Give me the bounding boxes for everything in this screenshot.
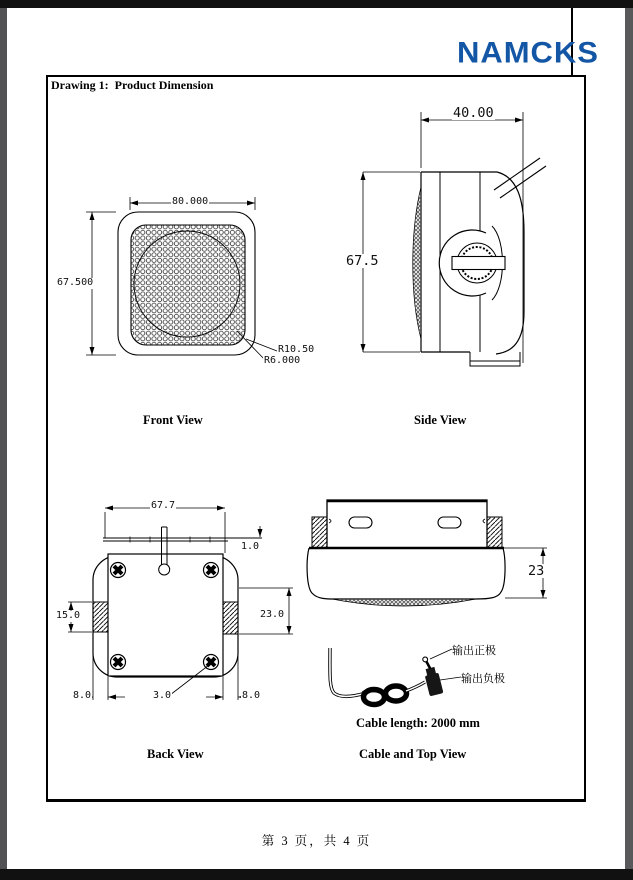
dim-front-inner-radius: R6.000 bbox=[264, 355, 301, 366]
grille-edge-mesh bbox=[413, 187, 421, 339]
side-view-drawing bbox=[363, 112, 546, 366]
dim-back-right-slot: 23.0 bbox=[260, 609, 285, 620]
dim-back-bottom-left: 8.0 bbox=[73, 690, 92, 701]
dim-back-width: 67.7 bbox=[151, 500, 176, 511]
right-mount-tab bbox=[487, 517, 502, 548]
cable-knot bbox=[386, 686, 407, 701]
cable-illustration bbox=[330, 648, 461, 705]
top-view-drawing bbox=[307, 500, 547, 606]
dim-side-height: 67.5 bbox=[346, 253, 379, 269]
keyhole-hole bbox=[159, 564, 170, 575]
plug-negative-label: 输出负极 bbox=[461, 670, 505, 686]
right-mount-tab bbox=[223, 602, 238, 634]
dim-back-screw-hole: 3.0 bbox=[153, 690, 172, 701]
plug-icon bbox=[420, 655, 443, 697]
left-mount-tab bbox=[312, 517, 327, 548]
plug-positive-label: 输出正极 bbox=[452, 642, 496, 658]
front-view-label: Front View bbox=[143, 413, 203, 427]
dim-front-height: 67.500 bbox=[57, 277, 94, 288]
speaker-body-top bbox=[307, 548, 505, 599]
front-view-drawing bbox=[86, 197, 277, 361]
dim-front-outer-radius: R10.50 bbox=[278, 344, 315, 355]
bracket-plate-edge bbox=[103, 538, 262, 541]
dim-side-depth: 40.00 bbox=[453, 105, 494, 121]
dim-back-plate-thickness: 1.0 bbox=[241, 541, 260, 552]
left-mount-tab bbox=[93, 602, 108, 632]
cable-exit-lines bbox=[494, 158, 546, 198]
screw-icon bbox=[111, 655, 126, 670]
screw-icon bbox=[204, 563, 219, 578]
dim-back-left-slot: 15.0 bbox=[56, 610, 81, 621]
brand-logo: NAMCKS bbox=[456, 35, 599, 70]
dim-top-depth: 23 bbox=[528, 563, 545, 579]
grille-edge-mesh bbox=[332, 599, 476, 606]
page-number: 第 3 页，共 4 页 bbox=[261, 834, 372, 848]
section-title: Drawing 1: Product Dimension bbox=[51, 78, 214, 92]
knob-slot-bar bbox=[452, 257, 505, 270]
mount-bracket bbox=[327, 500, 487, 548]
side-view-label: Side View bbox=[414, 413, 467, 427]
cable-length-note: Cable length: 2000 mm bbox=[356, 716, 480, 730]
speaker-grille-mesh bbox=[131, 225, 245, 345]
top-view-label: Cable and Top View bbox=[359, 747, 467, 761]
dim-back-bottom-right: 8.0 bbox=[242, 690, 261, 701]
back-view-label: Back View bbox=[147, 747, 204, 761]
mounting-foot bbox=[470, 352, 520, 366]
back-view-drawing bbox=[68, 508, 293, 700]
screw-icon bbox=[111, 563, 126, 578]
dim-front-width: 80.000 bbox=[172, 196, 209, 207]
